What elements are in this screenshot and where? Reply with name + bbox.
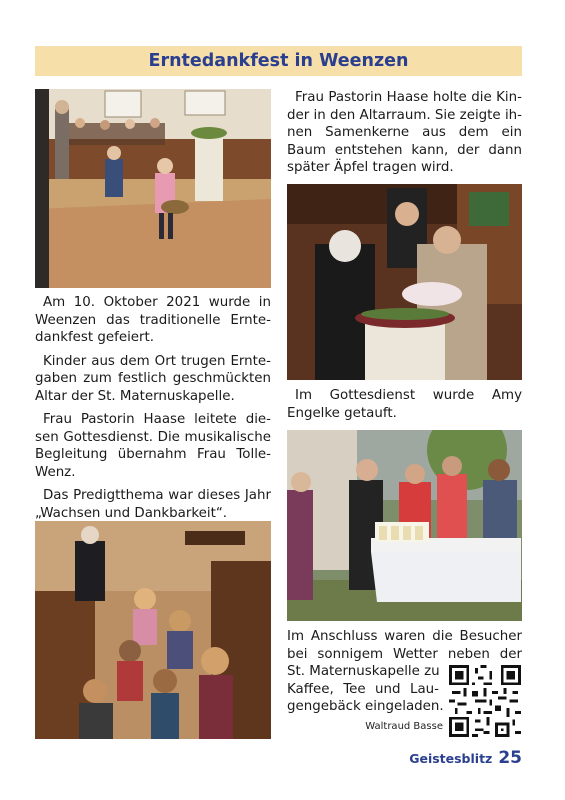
page-number: 25: [498, 748, 522, 768]
closing-line: Im Anschluss waren die Besucher: [287, 629, 522, 644]
paragraph-intro: Am 10. Oktober 2021 wurde in Weenzen das traditionelle Erntedankfest gefeiert.: [35, 295, 271, 345]
right-mid-text: [287, 387, 522, 428]
paragraph-harvest-gifts: Kinder aus dem Ort trugen Erntegaben zum festlich geschmückten Altar der St. Maternuskapelle.: [35, 353, 271, 404]
children-at-altar-photo: [35, 521, 271, 739]
left-text-column: [35, 294, 271, 528]
magazine-name: Geistesblitz: [409, 751, 493, 766]
closing-line: Kaffee, Tee und Lau-: [287, 681, 439, 697]
paragraph-altar-room: Frau Pastorin Haase holte die Kinder in den Altarraum. Sie zeigte ihnen Samenkerne aus dem ein Baum entstehen kann, der dann später Äpfel tragen wird.: [287, 90, 522, 175]
closing-line: St. Maternuskapelle zu: [287, 664, 440, 680]
closing-line: gengebäck eingeladen.: [287, 699, 444, 715]
page-title: Erntedankfest in Weenzen: [148, 51, 409, 71]
right-top-text: [287, 89, 522, 183]
author-name: Waltraud Basse: [365, 721, 443, 732]
paragraph-baptism: Im Gottesdienst wurde Amy Engelke getauft.: [287, 388, 522, 421]
paragraph-sermon-theme: Das Predigtthema war dieses Jahr „Wachsen und Dankbarkeit“.: [35, 488, 271, 521]
paragraph-service: Frau Pastorin Haase leitete diesen Gottesdienst. Die musikalische Begleitung übernahm Frau Tolle-Wenz.: [35, 412, 271, 480]
closing-line: bei sonnigem Wetter neben der: [287, 646, 522, 662]
qr-code-icon[interactable]: [449, 665, 521, 737]
baptism-photo: [287, 184, 522, 380]
outdoor-coffee-gathering-photo: [287, 430, 522, 621]
page-footer: [409, 748, 522, 768]
title-band: [35, 46, 522, 76]
children-carrying-harvest-gifts-photo: [35, 89, 271, 288]
